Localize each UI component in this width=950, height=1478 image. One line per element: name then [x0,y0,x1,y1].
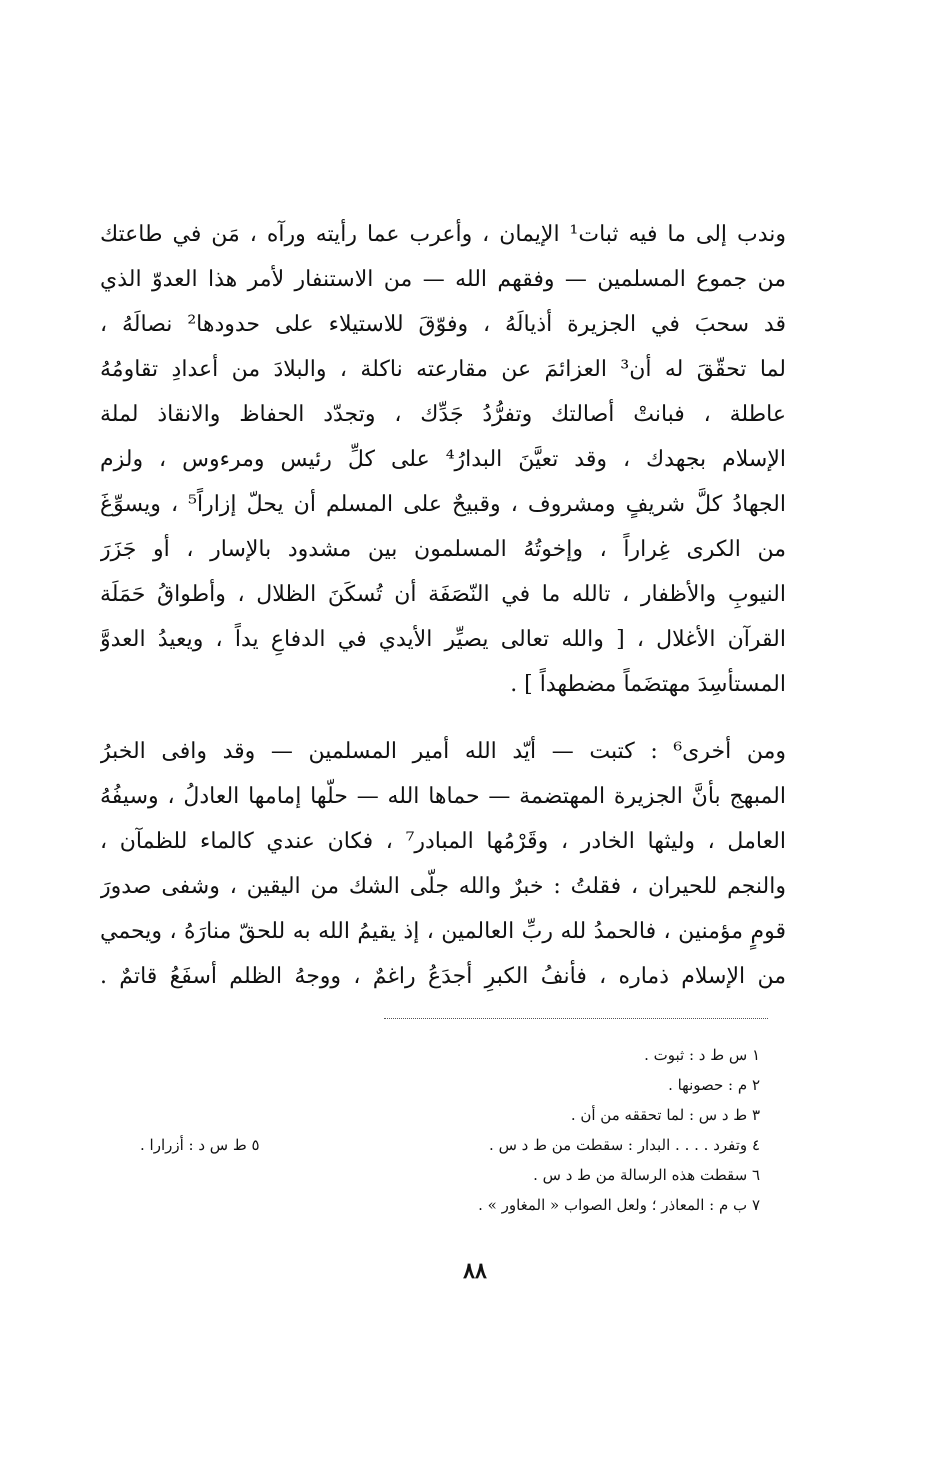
footnote-1: ١ س ط د : ثبوت . [644,1046,760,1064]
paragraph-gap [100,707,786,729]
footnote-divider [384,1018,768,1019]
text-line: من جموع المسلمين — وفقهم الله — من الاستنفار لأمر هذا العدوّ الذي [100,267,786,292]
text-line: قد سحبَ في الجزيرة أذيالَهُ ، وفوّقَ للاستيلاء على حدودها² نصالَهُ ، [100,312,786,337]
text-line: الإسلام بجهدك ، وقد تعيَّنَ البدارُ⁴ على كلِّ رئيس ومرءوس ، ولزم [100,447,786,472]
footnote-7: ٧ ب م : المعاذر ؛ ولعل الصواب « المغاور » . [478,1196,760,1214]
footnote-2: ٢ م : حصونها . [668,1076,760,1094]
page-number: ٨٨ [463,1258,487,1284]
footnote-3: ٣ ط د س : لما تحققه من أن . [570,1106,760,1124]
text-line: والنجم للحيران ، فقلتُ : خبرٌ والله جلّى الشك من اليقين ، وشفى صدورَ [100,874,786,899]
text-line: وندب إلى ما فيه ثبات¹ الإيمان ، وأعرب عما رأيته ورآه ، مَن في طاعتك [100,222,786,247]
text-line: ومن أخرى⁶ : كتبت — أيّد الله أمير المسلمين — وقد وافى الخبرُ [100,739,786,764]
text-line: المستأسِدَ مهتضَماً مضطهداً ] . [510,672,786,697]
text-line: العامل ، وليثها الخادر ، وقَرْمُها المبادر⁷ ، فكان عندي كالماء للظمآن ، [100,829,786,854]
paragraph-1 [100,212,786,707]
footnote-5: ٥ ط س د : أزرارا . [140,1136,260,1154]
footnote-6: ٦ سقطت هذه الرسالة من ط د س . [533,1166,760,1184]
text-line: المبهج بأنَّ الجزيرة المهتضمة — حماها الله — حلّها إمامها العادلُ ، وسيفُهُ [100,784,786,809]
text-line: النيوبِ والأظفار ، تالله ما في النّصَفَة أن تُسكَنَ الظلال ، وأطواقُ حَمَلَة [100,582,786,607]
text-line: قومٍ مؤمنين ، فالحمدُ لله ربِّ العالمين ، إذ يقيمُ الله به للحقّ منارَهُ ، ويحمي [100,919,786,944]
text-line: من الإسلام ذماره ، فأنفُ الكبرِ أجدَعُ راغمٌ ، ووجهُ الظلم أسفَعُ قاتمٌ . [100,964,786,989]
text-line: عاطلة ، فبانتْ أصالتك وتفرُّدُ جَدِّك ، وتجدّد الحفاظ والانقاذ لملة [100,402,786,427]
footnote-4: ٤ وتفرد . . . . البدار : سقطت من ط د س . [489,1136,760,1154]
footnote-row-4 [100,1130,760,1160]
text-line: لما تحقّقَ له أن³ العزائمَ عن مقارعته ناكلة ، والبلادَ من أعدادِ تقاومُهُ [100,357,786,382]
main-text [100,212,786,999]
text-line: الجهادُ كلَّ شريفٍ ومشروف ، وقبيحٌ على المسلم أن يحلّ إزاراً⁵ ، ويسوِّغَ [100,492,786,517]
paragraph-2 [100,729,786,999]
text-line: القرآن الأغلال ، [ والله تعالى يصيِّر الأيدي في الدفاعِ يداً ، ويعيدُ العدوَّ [100,627,786,652]
text-line: من الكرى غِراراً ، وإخوتُهُ المسلمون بين مشدود بالإسار ، أو جَزَرَ [100,537,786,562]
footnotes [100,1040,760,1220]
